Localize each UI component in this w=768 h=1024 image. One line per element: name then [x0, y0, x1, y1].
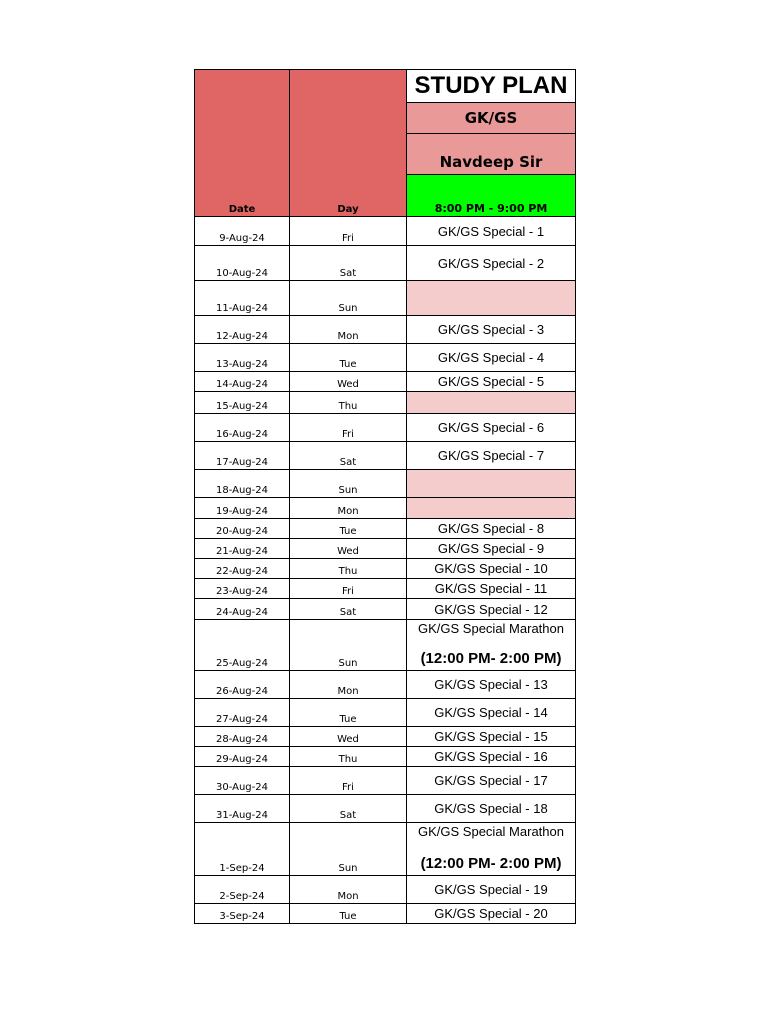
day-cell: Sat	[290, 599, 407, 620]
subject-cell: GK/GS Special - 7	[407, 442, 576, 470]
schedule-row	[195, 392, 576, 414]
subject-cell: GK/GS Special - 19	[407, 876, 576, 904]
day-cell: Mon	[290, 671, 407, 699]
teacher-name: Navdeep Sir	[407, 134, 576, 175]
date-cell: 17-Aug-24	[195, 442, 290, 470]
schedule-row	[195, 699, 576, 727]
schedule-row	[195, 344, 576, 372]
date-cell: 22-Aug-24	[195, 559, 290, 579]
date-cell: 1-Sep-24	[195, 823, 290, 876]
date-cell: 30-Aug-24	[195, 767, 290, 795]
subject-cell: GK/GS Special - 4	[407, 344, 576, 372]
date-cell: 10-Aug-24	[195, 246, 290, 281]
schedule-row	[195, 599, 576, 620]
marathon-cell	[407, 823, 576, 876]
schedule-row	[195, 281, 576, 316]
schedule-row	[195, 767, 576, 795]
subject-cell: GK/GS Special - 15	[407, 727, 576, 747]
day-cell: Sun	[290, 823, 407, 876]
date-cell: 28-Aug-24	[195, 727, 290, 747]
marathon-title: GK/GS Special Marathon	[418, 824, 564, 839]
day-cell: Wed	[290, 372, 407, 392]
date-cell: 16-Aug-24	[195, 414, 290, 442]
schedule-row	[195, 470, 576, 498]
day-cell: Thu	[290, 747, 407, 767]
date-cell: 3-Sep-24	[195, 904, 290, 924]
date-cell: 18-Aug-24	[195, 470, 290, 498]
day-cell: Sat	[290, 442, 407, 470]
day-cell: Fri	[290, 414, 407, 442]
schedule-row	[195, 620, 576, 671]
day-cell: Sun	[290, 470, 407, 498]
date-column-header: Date	[195, 70, 290, 217]
holiday-cell	[407, 392, 576, 414]
schedule-row	[195, 904, 576, 924]
marathon-title: GK/GS Special Marathon	[418, 621, 564, 636]
subject-cell: GK/GS Special - 10	[407, 559, 576, 579]
subject-cell: GK/GS Special - 3	[407, 316, 576, 344]
day-cell: Sat	[290, 795, 407, 823]
day-cell: Tue	[290, 699, 407, 727]
holiday-cell	[407, 470, 576, 498]
subject-cell: GK/GS Special - 9	[407, 539, 576, 559]
day-cell: Fri	[290, 767, 407, 795]
holiday-cell	[407, 498, 576, 519]
schedule-row	[195, 246, 576, 281]
date-cell: 21-Aug-24	[195, 539, 290, 559]
subject-cell: GK/GS Special - 6	[407, 414, 576, 442]
schedule-row	[195, 823, 576, 876]
day-cell: Mon	[290, 498, 407, 519]
schedule-row	[195, 579, 576, 599]
marathon-cell	[407, 620, 576, 671]
schedule-row	[195, 316, 576, 344]
study-plan-sheet	[194, 69, 575, 924]
holiday-cell	[407, 281, 576, 316]
subject-cell: GK/GS Special - 8	[407, 519, 576, 539]
schedule-row	[195, 876, 576, 904]
subject-heading: GK/GS	[407, 103, 576, 134]
schedule-row	[195, 671, 576, 699]
date-cell: 9-Aug-24	[195, 217, 290, 246]
plan-title: STUDY PLAN	[407, 70, 576, 103]
schedule-row	[195, 559, 576, 579]
day-cell: Sat	[290, 246, 407, 281]
subject-cell: GK/GS Special - 1	[407, 217, 576, 246]
date-cell: 25-Aug-24	[195, 620, 290, 671]
day-cell: Mon	[290, 876, 407, 904]
day-cell: Thu	[290, 392, 407, 414]
date-cell: 26-Aug-24	[195, 671, 290, 699]
subject-cell: GK/GS Special - 20	[407, 904, 576, 924]
schedule-row	[195, 519, 576, 539]
date-cell: 15-Aug-24	[195, 392, 290, 414]
day-cell: Fri	[290, 217, 407, 246]
subject-cell: GK/GS Special - 12	[407, 599, 576, 620]
schedule-row	[195, 442, 576, 470]
subject-cell: GK/GS Special - 14	[407, 699, 576, 727]
schedule-row	[195, 795, 576, 823]
date-cell: 2-Sep-24	[195, 876, 290, 904]
subject-cell: GK/GS Special - 18	[407, 795, 576, 823]
date-cell: 12-Aug-24	[195, 316, 290, 344]
day-cell: Sun	[290, 620, 407, 671]
date-cell: 24-Aug-24	[195, 599, 290, 620]
date-cell: 19-Aug-24	[195, 498, 290, 519]
date-cell: 20-Aug-24	[195, 519, 290, 539]
day-cell: Tue	[290, 904, 407, 924]
header-row-title	[195, 70, 576, 103]
date-cell: 14-Aug-24	[195, 372, 290, 392]
date-cell: 11-Aug-24	[195, 281, 290, 316]
schedule-row	[195, 727, 576, 747]
day-cell: Fri	[290, 579, 407, 599]
subject-cell: GK/GS Special - 2	[407, 246, 576, 281]
day-cell: Wed	[290, 727, 407, 747]
study-plan-table	[194, 69, 576, 924]
schedule-row	[195, 539, 576, 559]
day-cell: Wed	[290, 539, 407, 559]
schedule-row	[195, 498, 576, 519]
date-cell: 23-Aug-24	[195, 579, 290, 599]
schedule-row	[195, 217, 576, 246]
date-cell: 13-Aug-24	[195, 344, 290, 372]
marathon-time: (12:00 PM- 2:00 PM)	[420, 855, 562, 872]
day-column-header: Day	[290, 70, 407, 217]
schedule-row	[195, 414, 576, 442]
schedule-row	[195, 747, 576, 767]
subject-cell: GK/GS Special - 17	[407, 767, 576, 795]
class-time: 8:00 PM - 9:00 PM	[407, 175, 576, 217]
date-cell: 29-Aug-24	[195, 747, 290, 767]
marathon-time: (12:00 PM- 2:00 PM)	[420, 650, 562, 667]
subject-cell: GK/GS Special - 11	[407, 579, 576, 599]
subject-cell: GK/GS Special - 13	[407, 671, 576, 699]
date-cell: 27-Aug-24	[195, 699, 290, 727]
date-cell: 31-Aug-24	[195, 795, 290, 823]
day-cell: Tue	[290, 519, 407, 539]
day-cell: Tue	[290, 344, 407, 372]
subject-cell: GK/GS Special - 16	[407, 747, 576, 767]
day-cell: Thu	[290, 559, 407, 579]
subject-cell: GK/GS Special - 5	[407, 372, 576, 392]
day-cell: Mon	[290, 316, 407, 344]
schedule-row	[195, 372, 576, 392]
day-cell: Sun	[290, 281, 407, 316]
